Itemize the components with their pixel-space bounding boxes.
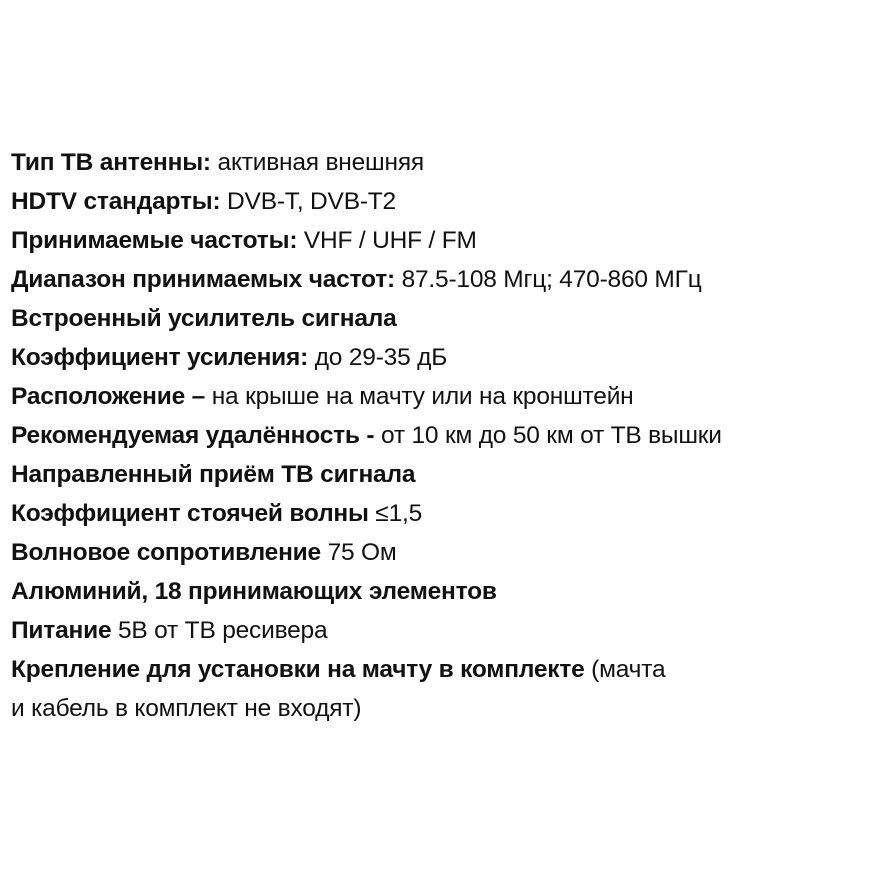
spec-label: Расположение – (11, 383, 206, 410)
spec-value: (мачта (584, 656, 666, 683)
spec-frequency-range (11, 260, 866, 299)
spec-label: Алюминий, 18 принимающих элементов (11, 578, 497, 605)
spec-label: Рекомендуемая удалённость - (11, 422, 375, 449)
spec-label: Крепление для установки на мачту в комплекте (11, 656, 585, 683)
spec-value: DVB-T, DVB-T2 (220, 188, 396, 215)
spec-value: 87.5-108 Мгц; 470-860 МГц (394, 266, 702, 293)
spec-mount-continuation (11, 689, 866, 728)
spec-antenna-type (11, 143, 866, 182)
spec-label: Встроенный усилитель сигнала (11, 305, 397, 332)
spec-mount-included (11, 650, 866, 689)
spec-value: VHF / UHF / FM (297, 227, 477, 254)
spec-label: Волновое сопротивление (11, 539, 321, 566)
spec-label: Коэффициент стоячей волны (11, 500, 369, 527)
spec-value: активная внешняя (210, 149, 424, 176)
spec-material-elements (11, 572, 866, 611)
spec-recommended-distance (11, 416, 866, 455)
spec-value: 5В от ТВ ресивера (111, 617, 328, 644)
spec-gain (11, 338, 866, 377)
spec-impedance (11, 533, 866, 572)
spec-list (11, 143, 866, 728)
spec-label: Питание (11, 617, 112, 644)
spec-built-in-amplifier (11, 299, 866, 338)
spec-label: Тип ТВ антенны: (11, 149, 211, 176)
spec-value: 75 Ом (320, 539, 397, 566)
spec-value: ≤1,5 (368, 500, 423, 527)
spec-placement (11, 377, 866, 416)
spec-value: от 10 км до 50 км от ТВ вышки (374, 422, 722, 449)
spec-value: до 29-35 дБ (308, 344, 448, 371)
spec-label: Коэффициент усиления: (11, 344, 309, 371)
spec-vswr (11, 494, 866, 533)
spec-power (11, 611, 866, 650)
spec-directional-reception (11, 455, 866, 494)
spec-value: на крыше на мачту или на кронштейн (205, 383, 634, 410)
spec-label: Принимаемые частоты: (11, 227, 298, 254)
spec-label: Направленный приём ТВ сигнала (11, 461, 416, 488)
spec-label: HDTV стандарты: (11, 188, 221, 215)
spec-hdtv-standards (11, 182, 866, 221)
spec-frequencies (11, 221, 866, 260)
spec-value: и кабель в комплект не входят) (11, 695, 362, 722)
spec-label: Диапазон принимаемых частот: (11, 266, 395, 293)
